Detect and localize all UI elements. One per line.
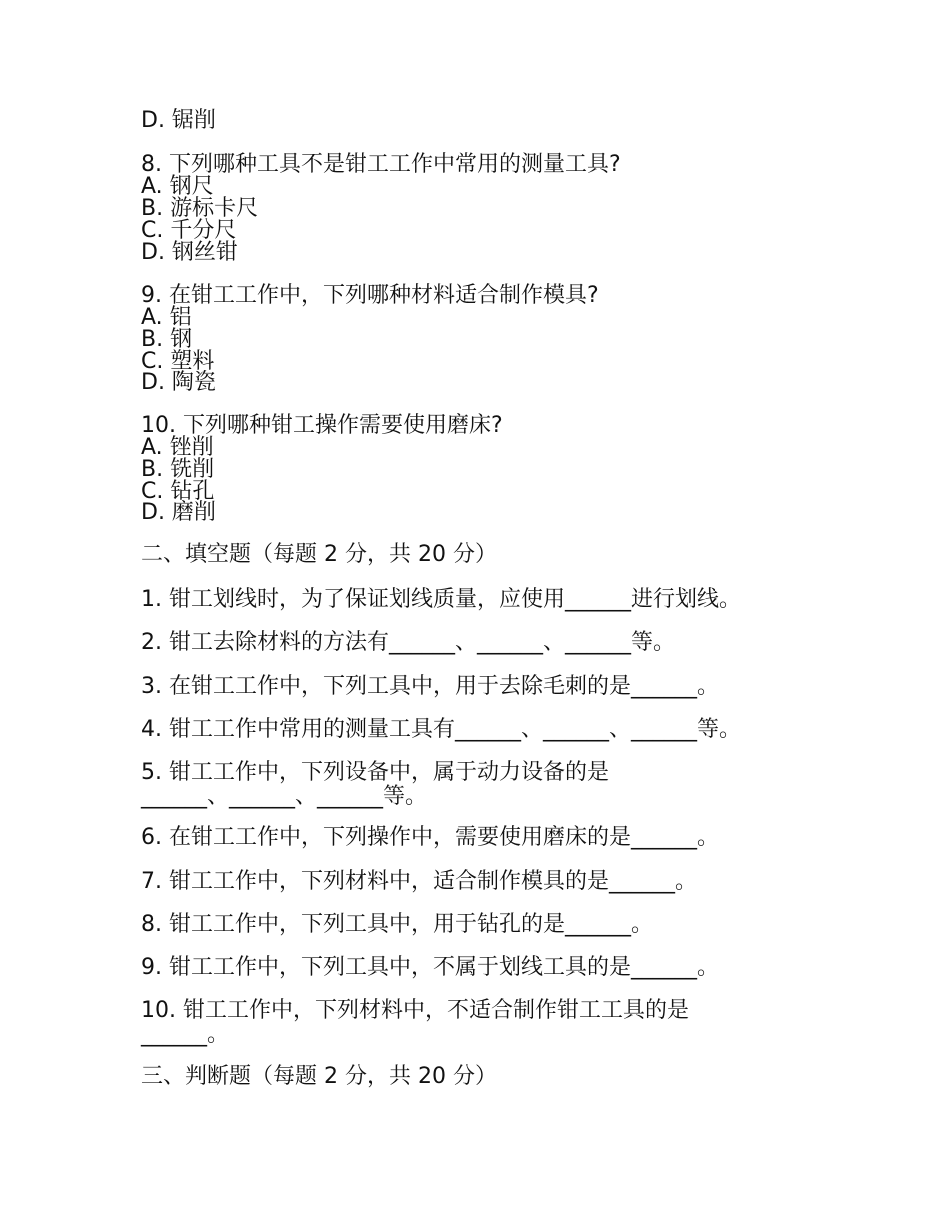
section-3-title: 三、判断题（每题 2 分，共 20 分） <box>141 1064 497 1089</box>
fill-in-4: 4. 钳工工作中常用的测量工具有______、______、______等。 <box>141 717 741 742</box>
fill-in-10: 10. 钳工工作中，下列材料中，不适合制作钳工工具的是 <box>141 998 689 1023</box>
q9-option-d: D. 陶瓷 <box>141 370 216 395</box>
fill-in-8: 8. 钳工工作中，下列工具中，用于钻孔的是______。 <box>141 912 653 937</box>
q8-option-c: C. 千分尺 <box>141 218 237 243</box>
fill-in-2: 2. 钳工去除材料的方法有______、______、______等。 <box>141 630 675 655</box>
q8-option-a: A. 钢尺 <box>141 174 214 199</box>
q10-option-d: D. 磨削 <box>141 500 216 525</box>
q8-option-d: D. 钢丝钳 <box>141 240 238 265</box>
q9-option-a: A. 铝 <box>141 305 192 330</box>
q10-option-c: C. 钻孔 <box>141 479 215 504</box>
fill-in-5: 5. 钳工工作中，下列设备中，属于动力设备的是 <box>141 760 609 785</box>
fill-in-5-continued: ______、______、______等。 <box>141 784 428 809</box>
fill-in-10-continued: ______。 <box>141 1022 230 1047</box>
q9-question: 9. 在钳工工作中，下列哪种材料适合制作模具? <box>141 283 599 308</box>
q8-question: 8. 下列哪种工具不是钳工工作中常用的测量工具? <box>141 152 621 177</box>
q9-option-b: B. 钢 <box>141 327 193 352</box>
fill-in-7: 7. 钳工工作中，下列材料中，适合制作模具的是______。 <box>141 869 697 894</box>
fill-in-1: 1. 钳工划线时，为了保证划线质量，应使用______进行划线。 <box>141 587 741 612</box>
q10-option-b: B. 铣削 <box>141 457 215 482</box>
q8-option-b: B. 游标卡尺 <box>141 196 259 221</box>
fill-in-6: 6. 在钳工工作中，下列操作中，需要使用磨床的是______。 <box>141 825 719 850</box>
fill-in-3: 3. 在钳工工作中，下列工具中，用于去除毛刺的是______。 <box>141 674 719 699</box>
section-2-title: 二、填空题（每题 2 分，共 20 分） <box>141 542 497 567</box>
q10-option-a: A. 锉削 <box>141 435 214 460</box>
q9-option-c: C. 塑料 <box>141 349 215 374</box>
fill-in-9: 9. 钳工工作中，下列工具中，不属于划线工具的是______。 <box>141 955 719 980</box>
q10-question: 10. 下列哪种钳工操作需要使用磨床? <box>141 413 503 438</box>
q7-option-d: D. 锯削 <box>141 108 216 133</box>
